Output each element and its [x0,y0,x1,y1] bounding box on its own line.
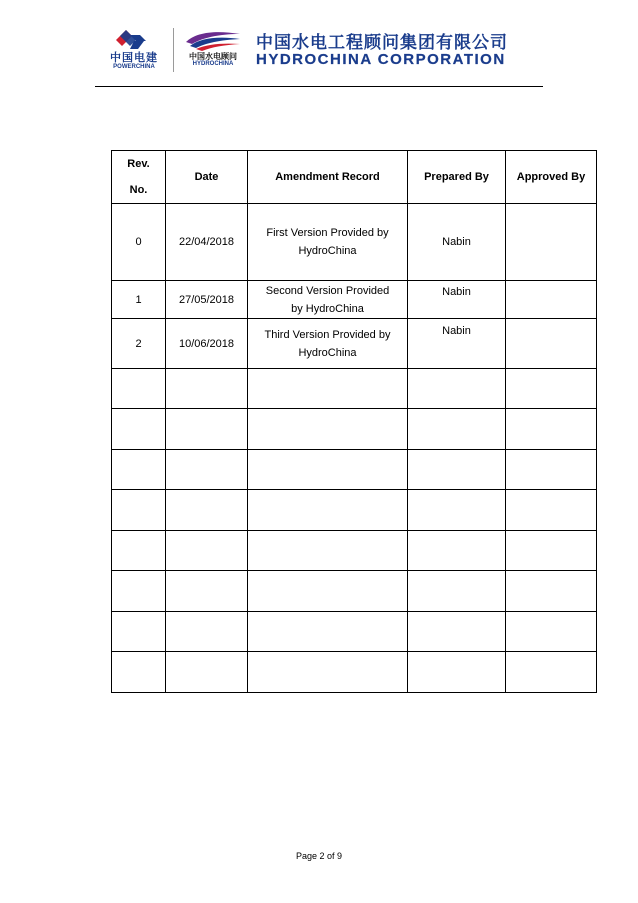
company-name-english: HYDROCHINA CORPORATION [256,51,506,68]
header-no: No. [129,184,148,196]
amendment-record-table [111,150,597,693]
header-rev-no [112,151,166,204]
cell-date: 22/04/2018 [166,204,248,281]
table-row-empty [112,612,597,652]
logo-divider [173,28,174,72]
header-rev: Rev. [127,158,150,170]
cell-date: 27/05/2018 [166,281,248,319]
hydrochina-english-name: HYDROCHINA [192,61,234,67]
table-row-empty [112,369,597,409]
header-amendment-record: Amendment Record [248,151,408,204]
cell-approved [506,281,597,319]
table-row-empty [112,571,597,612]
page-number: Page 2 of 9 [295,851,343,861]
record-line-2: HydroChina [298,245,357,257]
hydrochina-logo [182,30,244,72]
record-line-2: HydroChina [298,346,357,359]
table-row-empty [112,531,597,571]
powerchina-logo [104,27,164,71]
record-line-2: by HydroChina [291,302,364,315]
cell-approved [506,319,597,369]
record-line-1: Second Version Provided [265,284,390,297]
cell-rev: 2 [112,319,166,369]
hydrochina-emblem-icon [182,30,244,52]
cell-record [248,204,408,281]
page-header [0,0,638,90]
header-approved-by: Approved By [506,151,597,204]
table-row-empty [112,450,597,490]
table-row [112,204,597,281]
record-line-1: Third Version Provided by [264,328,391,341]
record-line-1: First Version Provided by [266,227,389,239]
cell-date: 10/06/2018 [166,319,248,369]
cell-rev: 0 [112,204,166,281]
hydrochina-chinese-name: 中国水电顾问 [189,52,237,61]
table-row-empty [112,490,597,531]
powerchina-emblem-icon [104,27,164,53]
cell-record [248,319,408,369]
cell-record [248,281,408,319]
table-row-empty [112,652,597,693]
header-prepared-by: Prepared By [408,151,506,204]
table-row-empty [112,409,597,450]
cell-prepared: Nabin [408,204,506,281]
table-row [112,281,597,319]
cell-prepared: Nabin [408,281,506,319]
company-name-chinese: 中国水电工程顾问集团有限公司 [256,33,508,52]
powerchina-english-name: POWERCHINA [113,64,155,70]
header-date: Date [166,151,248,204]
table-row [112,319,597,369]
header-rule [95,86,543,87]
cell-rev: 1 [112,281,166,319]
table-header-row [112,151,597,204]
powerchina-chinese-name: 中国电建 [110,52,158,64]
company-name [256,34,546,68]
cell-prepared: Nabin [408,319,506,369]
cell-approved [506,204,597,281]
